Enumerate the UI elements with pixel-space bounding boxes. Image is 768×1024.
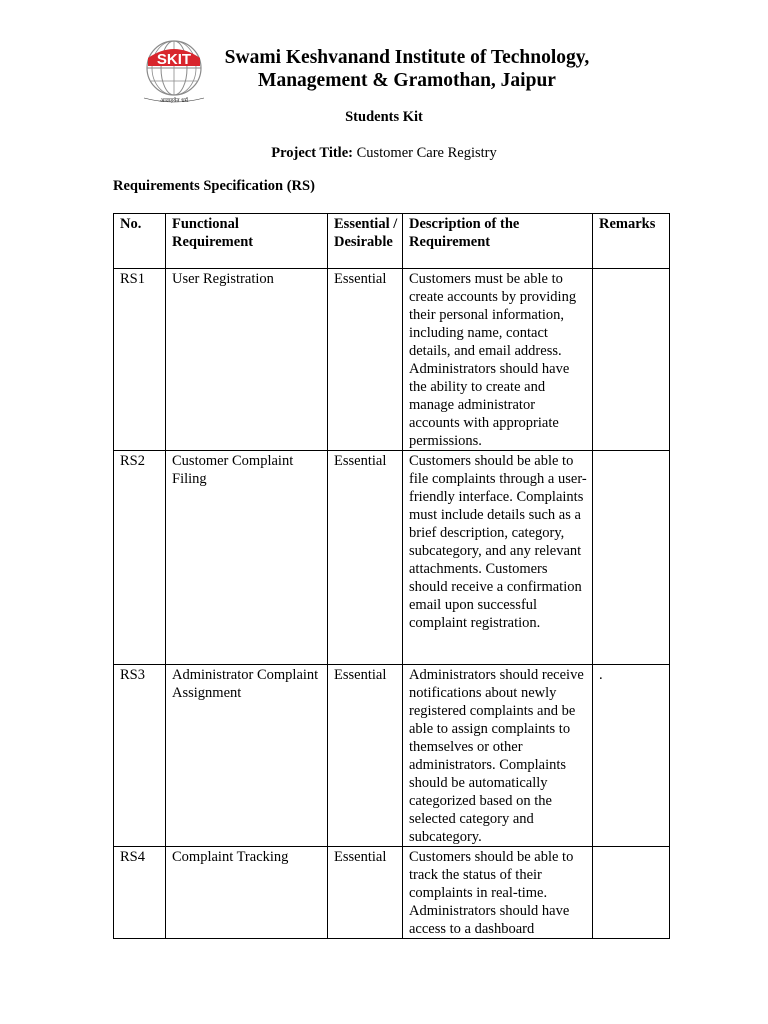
logo-tagline: आवाहयेत धर्म: [160, 98, 188, 104]
institute-logo: [138, 36, 210, 108]
cell-no: RS1: [114, 269, 166, 451]
table-row: [114, 665, 670, 847]
cell-remarks: .: [593, 665, 670, 847]
cell-remarks: [593, 847, 670, 939]
cell-requirement: Complaint Tracking: [166, 847, 328, 939]
column-header-description: Description of the Requirement: [403, 214, 593, 269]
cell-requirement: Administrator Complaint Assignment: [166, 665, 328, 847]
table-header-row: [114, 214, 670, 269]
cell-description: Customers should be able to file complaints through a user-friendly interface. Complaints must include details such as a brief description, category, subcategory, and any relevant attachments. Customers should receive a confirmation email upon successful complaint registration.: [403, 451, 593, 665]
cell-remarks: [593, 451, 670, 665]
institute-name-line2: Management & Gramothan, Jaipur: [258, 70, 556, 91]
cell-no: RS4: [114, 847, 166, 939]
cell-no: RS3: [114, 665, 166, 847]
project-title-label: Project Title:: [271, 145, 353, 161]
project-title-value: Customer Care Registry: [356, 145, 497, 161]
table-row: [114, 451, 670, 665]
section-heading: Requirements Specification (RS): [113, 178, 315, 194]
project-title: [0, 145, 768, 162]
cell-description: Administrators should receive notifications about newly registered complaints and be able to assign complaints to themselves or other administrators. Complaints should be automatically categorized based on the selected category and subcategory.: [403, 665, 593, 847]
column-header-requirement: Functional Requirement: [166, 214, 328, 269]
institute-name: [212, 46, 602, 92]
table-row: [114, 847, 670, 939]
cell-description: Customers should be able to track the status of their complaints in real-time. Administrators should have access to a dashboard: [403, 847, 593, 939]
document-title: Students Kit: [345, 109, 423, 125]
column-header-remarks: Remarks: [593, 214, 670, 269]
logo-wordmark: SKIT: [156, 51, 192, 68]
cell-remarks: [593, 269, 670, 451]
cell-requirement: User Registration: [166, 269, 328, 451]
cell-priority: Essential: [328, 451, 403, 665]
table-row: [114, 269, 670, 451]
cell-requirement: Customer Complaint Filing: [166, 451, 328, 665]
cell-priority: Essential: [328, 665, 403, 847]
requirements-table: [113, 213, 670, 939]
institute-name-line1: Swami Keshvanand Institute of Technology,: [224, 47, 590, 68]
column-header-priority: Essential / Desirable: [328, 214, 403, 269]
cell-priority: Essential: [328, 847, 403, 939]
cell-description: Customers must be able to create accounts by providing their personal information, including name, contact details, and email address. Administrators should have the ability to create and manage administrator accounts with appropriate permissions.: [403, 269, 593, 451]
cell-priority: Essential: [328, 269, 403, 451]
cell-no: RS2: [114, 451, 166, 665]
column-header-no: No.: [114, 214, 166, 269]
